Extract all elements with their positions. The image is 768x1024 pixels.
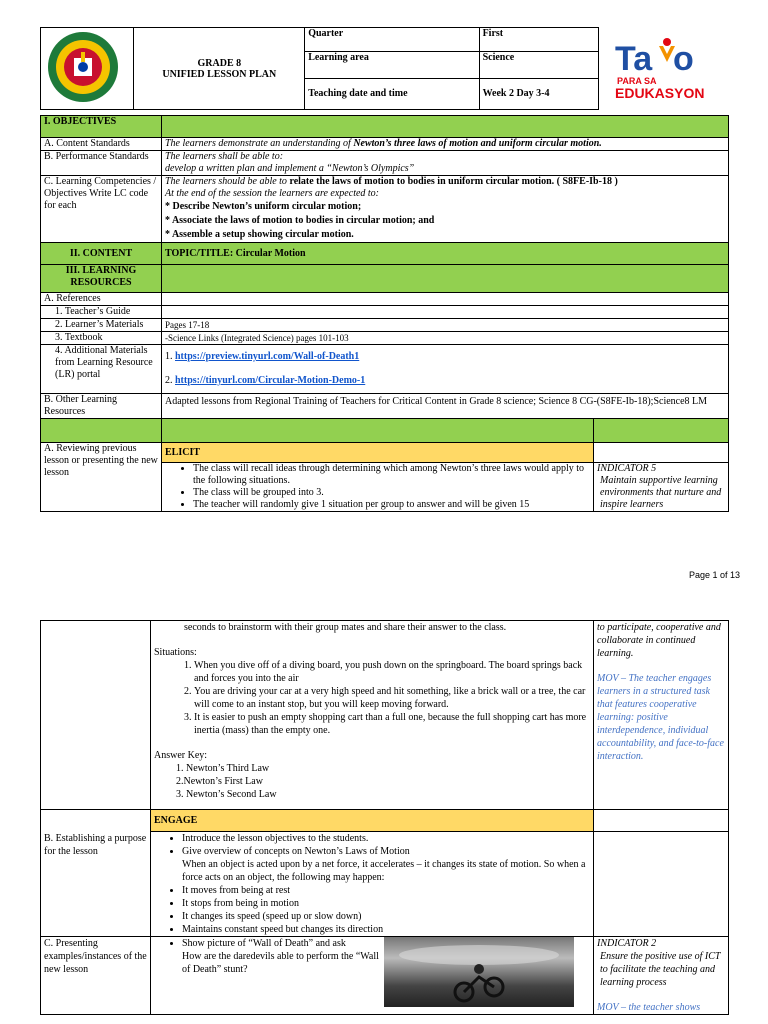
indicator-2: INDICATOR 2 Ensure the positive use of ICT to facilitate the teaching and learning process MOV – the teacher shows	[594, 937, 729, 1015]
engage-heading: ENGAGE	[151, 810, 594, 832]
presenting-content	[151, 937, 594, 1015]
resources-heading-fill	[162, 265, 729, 293]
objectives-heading-fill	[162, 116, 729, 138]
references-label: A. References	[41, 293, 162, 306]
quarter-label: Quarter	[305, 28, 479, 52]
engage-bullet-6: • Maintains constant speed but changes its direction	[182, 923, 590, 936]
situation-1: 1. When you dive off of a diving board, you push down on the springboard. The board springs back and forces you into the air	[194, 659, 590, 685]
additional-materials-links: 1. https://preview.tinyurl.com/Wall-of-Death1 2. https://tinyurl.com/Circular-Motion-Demo-1	[162, 345, 729, 394]
mov-note-2: MOV – the teacher shows	[597, 1002, 701, 1013]
svg-text:Ta: Ta	[615, 40, 653, 78]
lesson-table-page-2	[40, 620, 729, 1015]
deped-seal-cell	[41, 28, 134, 110]
presenting-examples-label: C. Presenting examples/instances of the new lesson	[41, 937, 151, 1015]
lesson-table	[40, 115, 729, 512]
competencies-label: C. Learning Competencies / Objectives Write LC code for each	[41, 176, 162, 243]
situation-2: 2. You are driving your car at a very high speed and hit something, like a brick wall or a tree, the car will come to an instant stop, but you will keep moving forward.	[194, 685, 590, 711]
teachers-guide-label: 1. Teacher’s Guide	[41, 306, 162, 319]
svg-text:o: o	[673, 40, 694, 78]
elicit-heading: ELICIT	[162, 443, 594, 463]
performance-standards-label: B. Performance Standards	[41, 151, 162, 176]
elicit-continuation: seconds to brainstorm with their group mates and share their answer to the class. Situations: 1. When you dive off of a diving board, you push down on the springboard. The board springs back and forces you into the air 2. You are driving your car at a very high speed and hit something, like a brick wall or a tree, the car will come to an instant stop, but you will keep moving forward. 3. It is easier to push an empty shopping cart than a full one, because the full shopping cart has more inertia (mass) than the empty one. Answer Key: 1. Newton’s Third Law 2.Newton’s First Law 3. Newton’s Second Law	[151, 621, 594, 810]
elicit-content	[162, 463, 594, 512]
learners-materials-value: Pages 17-18	[162, 319, 729, 332]
answer-key-label: Answer Key:	[154, 750, 208, 761]
other-resources-label: B. Other Learning Resources	[41, 394, 162, 419]
content-heading: II. CONTENT	[41, 243, 162, 265]
situation-3: 3. It is easier to push an empty shopping cart than a full one, because the full shopping cart has more inertia (mass) than the empty one.	[194, 711, 590, 737]
answer-key-1: 1. Newton’s Third Law	[176, 763, 270, 774]
plan-title-cell	[134, 28, 305, 110]
mov-note-1: MOV – The teacher engages learners in a structured task that features cooperative learning: positive interdependence, individual accountability, and face-to-face interaction.	[597, 673, 724, 762]
page-number: Page 1 of 13	[688, 570, 740, 580]
date-label: Teaching date and time	[305, 78, 479, 109]
other-resources-value: Adapted lessons from Regional Training of Teachers for Critical Content in Grade 8 science; Science 8 CG-(S8FE-Ib-18);Science8 LM	[162, 394, 729, 419]
objective-2: * Associate the laws of motion to bodies in circular motion; and	[165, 215, 435, 226]
grade-title: GRADE 8	[197, 57, 242, 69]
resources-heading: III. LEARNING RESOURCES	[41, 265, 162, 293]
wall-of-death-link[interactable]: https://preview.tinyurl.com/Wall-of-Death1	[175, 351, 360, 362]
engage-bullet-2: • Give overview of concepts on Newton’s Laws of Motion	[182, 845, 590, 858]
wall-of-death-photo	[384, 937, 574, 1007]
engage-bullet-4: • It stops from being in motion	[182, 897, 590, 910]
objectives-heading: I. OBJECTIVES	[41, 116, 162, 138]
objective-3: * Assemble a setup showing circular motion.	[165, 229, 354, 240]
elicit-bullet-3: • The teacher will randomly give 1 situation per group to answer and will be given 15	[193, 499, 590, 511]
svg-text:PARA SA: PARA SA	[617, 76, 657, 86]
answer-key-2: 2.Newton’s First Law	[176, 776, 263, 787]
plan-title: UNIFIED LESSON PLAN	[162, 68, 277, 80]
situations-label: Situations:	[154, 647, 197, 658]
performance-standards-text: The learners shall be able to: develop a written plan and implement a “Newton’s Olympics”	[162, 151, 729, 176]
presenting-question: How are the daredevils able to perform the “Wall of Death” stunt?	[182, 951, 379, 975]
content-standards-label: A. Content Standards	[41, 138, 162, 151]
reviewing-label: A. Reviewing previous lesson or presenting the new lesson	[41, 443, 162, 512]
topic-title: TOPIC/TITLE: Circular Motion	[162, 243, 729, 265]
motorcycle-icon	[384, 937, 574, 1007]
indicator-5-continued: to participate, cooperative and collaborate in continued learning. MOV – The teacher engages learners in a structured task that features cooperative learning: positive interdependence, individual accountability, and face-to-face interaction.	[594, 621, 729, 810]
indicator-5: INDICATOR 5 Maintain supportive learning environments that nurture and inspire learners	[594, 463, 729, 512]
svg-text:EDUKASYON: EDUKASYON	[615, 85, 705, 101]
engage-bullet-1: • Introduce the lesson objectives to the students.	[182, 832, 590, 845]
content-standards-text: The learners demonstrate an understanding of Newton’s three laws of motion and uniform circular motion.	[162, 138, 729, 151]
additional-materials-label: 4. Additional Materials from Learning Resource (LR) portal	[41, 345, 162, 394]
tayo-logo-cell	[599, 28, 729, 110]
area-value: Science	[479, 52, 599, 78]
engage-bullet-5: • It changes its speed (speed up or slow down)	[182, 910, 590, 923]
elicit-bullet-1: • The class will recall ideas through determining which among Newton’s three laws would apply to the following situations.	[193, 463, 590, 487]
engage-bullet-3: • It moves from being at rest	[182, 884, 590, 897]
textbook-label: 3. Textbook	[41, 332, 162, 345]
establishing-purpose-label: B. Establishing a purpose for the lesson	[41, 810, 151, 937]
area-label: Learning area	[305, 52, 479, 78]
presenting-bullet-1: • Show picture of “Wall of Death” and ask	[182, 937, 384, 950]
tayo-logo-icon	[609, 32, 709, 102]
learners-materials-label: 2. Learner’s Materials	[41, 319, 162, 332]
circular-motion-demo-link[interactable]: https://tinyurl.com/Circular-Motion-Demo-1	[175, 375, 366, 386]
textbook-value: -Science Links (Integrated Science) pages 101-103	[162, 332, 729, 345]
competencies-text: The learners should be able to relate the laws of motion to bodies in uniform circular motion. ( S8FE-Ib-18 ) At the end of the session the learners are expected to: * Describe Newton’s uniform circular motion; * Associate the laws of motion to bodies in circular motion; and * Assemble a setup showing circular motion.	[162, 176, 729, 243]
deped-seal-icon	[44, 30, 122, 104]
quarter-value: First	[479, 28, 599, 52]
engage-content	[151, 832, 594, 937]
date-value: Week 2 Day 3-4	[479, 78, 599, 109]
objective-1: * Describe Newton’s uniform circular motion;	[165, 201, 362, 212]
elicit-bullet-2: • The class will be grouped into 3.	[193, 487, 590, 499]
answer-key-3: 3. Newton’s Second Law	[176, 789, 277, 800]
engage-paragraph: When an object is acted upon by a net force, it accelerates – it changes its state of motion. So when a force acts on an object, the following may happen:	[182, 859, 586, 883]
header-table	[40, 27, 729, 110]
